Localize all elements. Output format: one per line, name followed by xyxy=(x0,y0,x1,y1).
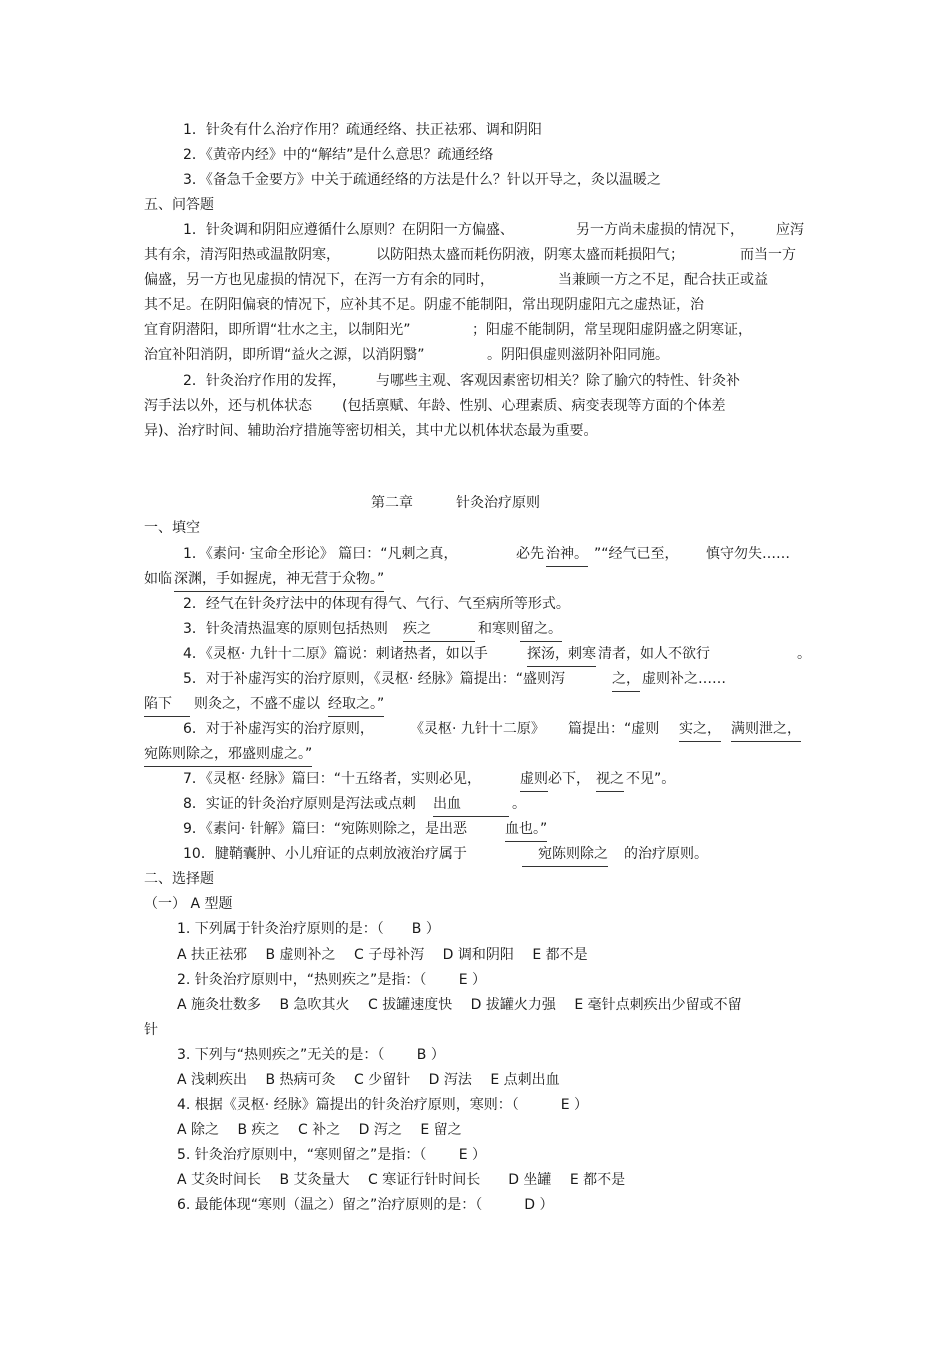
choice-question: 2. 针灸治疗原则中，“热则疾之”是指：（ E ） xyxy=(177,972,487,988)
essay1-text: 宜育阴潜阳，即所谓“壮水之主，以制阳光” xyxy=(144,322,411,338)
fill-q8-text: 。 xyxy=(512,796,526,812)
choice-options: A 扶正祛邪 B 虚则补之 C 子母补泻 D 调和阴阳 E 都不是 xyxy=(177,947,588,963)
fill-q1-text: ”“经气已至， xyxy=(594,546,679,562)
essay1-text: 治宜补阳消阴，即所谓“益火之源，以消阴翳” xyxy=(144,347,425,363)
fill-q6-text: 篇提出：“虚则 xyxy=(568,721,660,737)
fill-q2-text: 2．经气在针灸疗法中的体现有得气、气行、气至病所等形式。 xyxy=(183,596,570,612)
essay2-text: 与哪些主观、客观因素密切相关？除了腧穴的特性、针灸补 xyxy=(376,373,740,389)
qa-item-3: 3．《备急千金要方》中关于疏通经络的方法是什么？针以开导之，灸以温暖之 xyxy=(183,172,661,188)
qa-item-1: 1．针灸有什么治疗作用？疏通经络、扶正祛邪、调和阴阳 xyxy=(183,122,542,138)
essay1-text: ；阳虚不能制阴，常呈现阳虚阴盛之阴寒证， xyxy=(472,322,752,338)
essay1-text: 。阴阳俱虚则滋阴补阳同施。 xyxy=(487,347,669,363)
fill-answer: 疾之 xyxy=(403,618,475,642)
essay1-text: 另一方尚未虚损的情况下， xyxy=(576,222,744,238)
fill-q9-text: 9．《素问· 针解》篇曰：“宛陈则除之，是出恶 xyxy=(183,821,468,837)
fill-q1-text: 慎守勿失…… xyxy=(706,546,790,562)
fill-answer: 探汤， xyxy=(527,643,569,667)
fill-answer: 实之， xyxy=(679,718,721,742)
fill-answer: 宛陈则除之 xyxy=(522,843,608,867)
fill-answer: 治神。 xyxy=(546,543,588,567)
fill-q5-text: 虚则补之…… xyxy=(642,671,726,687)
choice-options: A 除之 B 疾之 C 补之 D 泻之 E 留之 xyxy=(177,1122,462,1138)
choice-options-wrap: 针 xyxy=(144,1022,158,1038)
essay1-text: 1．针灸调和阴阳应遵循什么原则？在阴阳一方偏盛、 xyxy=(183,222,514,238)
fill-q6-text: 6．对于补虚泻实的治疗原则， xyxy=(183,721,374,737)
fill-q7-text: 必下， xyxy=(548,771,590,787)
fill-answer: 刺寒 xyxy=(568,643,596,667)
choice-options: A 浅刺疾出 B 热病可灸 C 少留针 D 泻法 E 点刺出血 xyxy=(177,1072,560,1088)
essay2-text: 2．针灸治疗作用的发挥， xyxy=(183,373,346,389)
fill-q5-text: 5．对于补虚泻实的治疗原则，《灵枢· 经脉》篇提出：“盛则泻 xyxy=(183,671,566,687)
chapter-title: 针灸治疗原则 xyxy=(456,495,540,511)
fill-q5-text: 则灸之，不盛不虚以 xyxy=(194,696,320,712)
essay2-text: 异)、治疗时间、辅助治疗措施等密切相关，其中尤以机体状态最为重要。 xyxy=(144,423,598,439)
fill-answer: 视之 xyxy=(596,768,624,792)
choice-question: 1. 下列属于针灸治疗原则的是：（ B ） xyxy=(177,921,440,937)
fill-answer: 血也。” xyxy=(505,818,547,842)
essay2-text: (包括禀赋、年龄、性别、心理素质、病变表现等方面的个体差 xyxy=(342,398,726,414)
fill-q1-text: 如临 xyxy=(144,571,172,587)
essay1-text: 当兼顾一方之不足，配合扶正或益 xyxy=(558,272,768,288)
choice-options: A 艾灸时间长 B 艾灸量大 C 寒证行针时间长 D 坐罐 E 都不是 xyxy=(177,1172,626,1188)
fill-q3-text: 3．针灸清热温寒的原则包括热则 xyxy=(183,621,388,637)
essay1-text: 其不足。在阴阳偏衰的情况下，应补其不足。阴虚不能制阳，常出现阴虚阳亢之虚热证，治 xyxy=(144,297,704,313)
fill-answer: 满则泄之， xyxy=(731,718,801,742)
fill-answer: 陷下 xyxy=(144,693,190,717)
fill-answer: 虚则 xyxy=(520,768,548,792)
fill-answer: 宛陈则除之，邪盛则虚之。” xyxy=(144,743,312,767)
section-title-fill: 一、填空 xyxy=(144,520,200,536)
fill-answer: 深渊，手如握虎，神无营于众物。” xyxy=(174,568,384,592)
fill-q10-text: 10．腱鞘囊肿、小儿疳证的点刺放液治疗属于 xyxy=(183,846,467,862)
chapter-number: 第二章 xyxy=(371,495,413,511)
fill-answer: 留之。 xyxy=(520,618,562,642)
fill-q4-text: 。 xyxy=(797,646,811,662)
section-subtitle-a-type: （一） A 型题 xyxy=(144,896,233,912)
essay2-text: 泻手法以外，还与机体状态 xyxy=(144,398,312,414)
fill-q8-text: 8．实证的针灸治疗原则是泻法或点刺 xyxy=(183,796,416,812)
fill-q1-text: 必先 xyxy=(516,546,544,562)
essay1-text: 应泻 xyxy=(776,222,804,238)
fill-q4-text: 清者，如人不欲行 xyxy=(598,646,710,662)
fill-answer: 之， xyxy=(612,668,640,692)
section-title-essay: 五、问答题 xyxy=(144,197,214,213)
fill-answer: 经取之。” xyxy=(328,693,384,717)
fill-q4-text: 4．《灵枢· 九针十二原》篇说：刺诸热者，如以手 xyxy=(183,646,488,662)
qa-item-2: 2．《黄帝内经》中的“解结”是什么意思？疏通经络 xyxy=(183,147,494,163)
fill-q6-text: 《灵枢· 九针十二原》 xyxy=(410,721,545,737)
fill-q1-text: 1．《素问· 宝命全形论》 篇曰：“凡刺之真， xyxy=(183,546,458,562)
essay1-text: 其有余，清泻阳热或温散阴寒， xyxy=(144,247,340,263)
fill-q10-text: 的治疗原则。 xyxy=(624,846,708,862)
essay1-text: 以防阳热太盛而耗伤阴液，阴寒太盛而耗损阳气； xyxy=(376,247,684,263)
fill-q7-text: 7．《灵枢· 经脉》篇曰：“十五络者，实则必见， xyxy=(183,771,482,787)
section-title-choice: 二、选择题 xyxy=(144,871,214,887)
choice-options: A 施灸壮数多 B 急吹其火 C 拔罐速度快 D 拔罐火力强 E 毫针点刺疾出少留或不留 xyxy=(177,997,742,1013)
fill-q3-text: 和寒则 xyxy=(478,621,520,637)
fill-q7-text: 不见”。 xyxy=(626,771,676,787)
fill-answer: 出血 xyxy=(433,793,509,817)
essay1-text: 而当一方 xyxy=(740,247,796,263)
essay1-text: 偏盛，另一方也见虚损的情况下，在泻一方有余的同时， xyxy=(144,272,494,288)
choice-question: 4. 根据《灵枢· 经脉》篇提出的针灸治疗原则，寒则：（ E ） xyxy=(177,1097,589,1113)
choice-question: 3. 下列与“热则疾之”无关的是：（ B ） xyxy=(177,1047,445,1063)
choice-question: 6. 最能体现“寒则（温之）留之”治疗原则的是：（ D ） xyxy=(177,1197,554,1213)
choice-question: 5. 针灸治疗原则中，“寒则留之”是指：（ E ） xyxy=(177,1147,487,1163)
